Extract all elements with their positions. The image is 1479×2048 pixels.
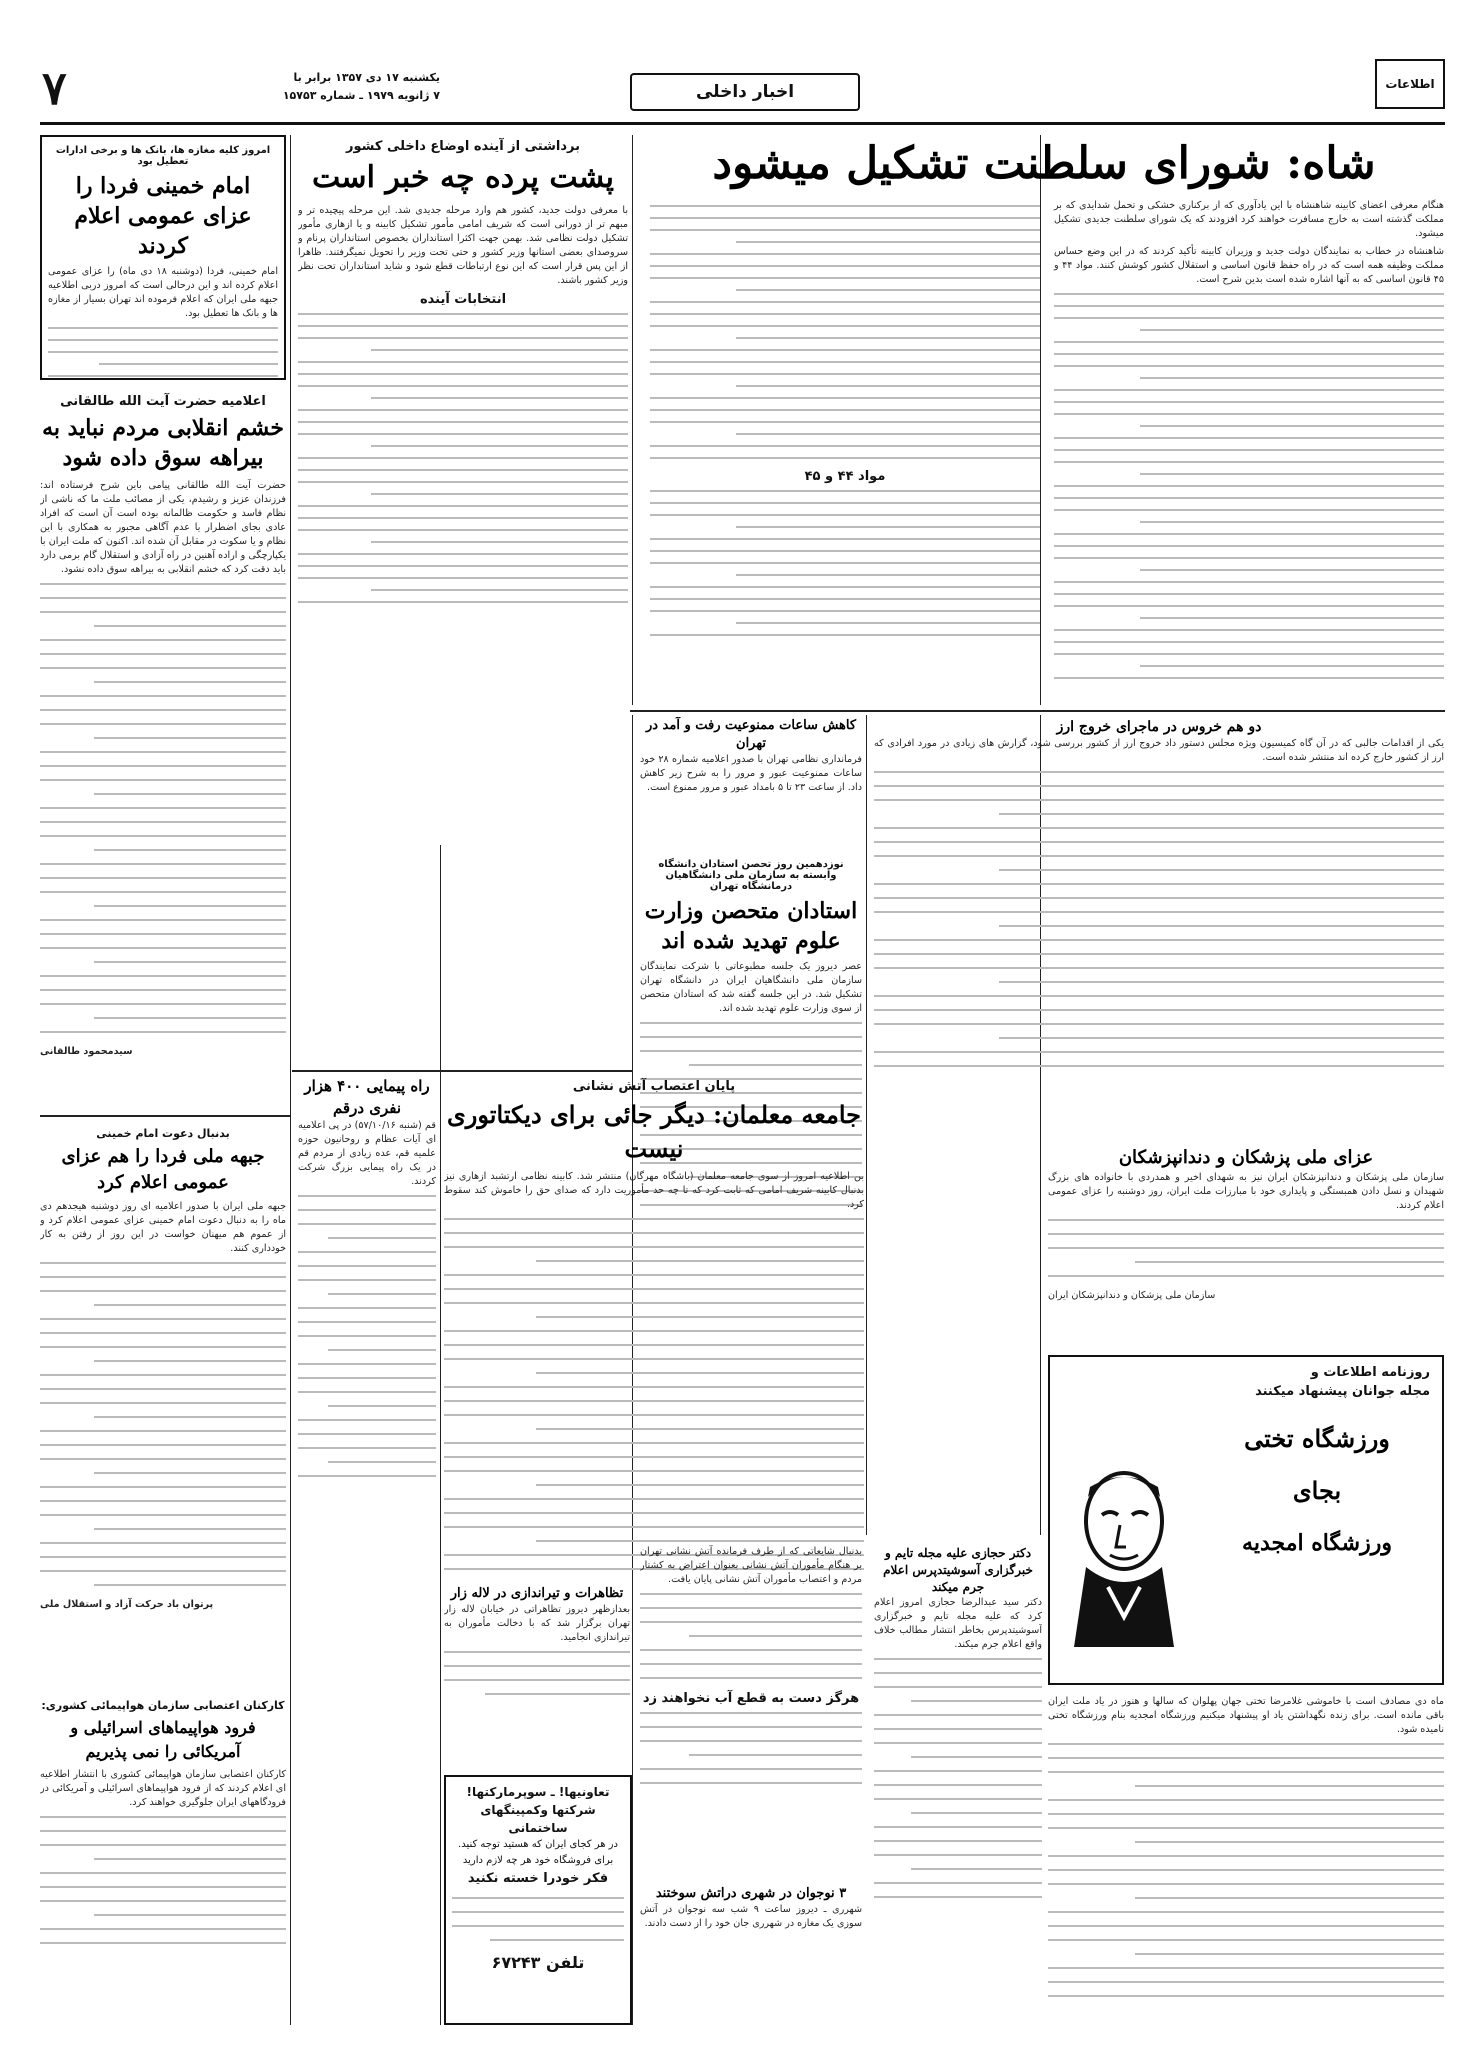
article-body: امام خمینی، فردا (دوشنبه ۱۸ دی ماه) را عزای عمومی اعلام کرده اند و این درحالی است که امروز دربی اطلاعیه جبهه ملی ایران که اعلام فرموده اند تهران بسیار از مغازه ها و بانک ها تعطیل بود. — [48, 266, 278, 319]
signature: سیدمحمود طالقانی — [40, 1046, 133, 1057]
ad-line: فکر خودرا خسته نکنید — [467, 1871, 609, 1886]
article-body: بن اطلاعیه امروز از سوی جامعه معلمان (باشگاه مهرگان) منتشر شد. کابینه نظامی ارتشبد ازهاری نیز بدنبال کابینه شریف امامی که ثابت کرد که تا چه حد مأموریت دارد که صدای حق را خاموش کند سقوط کرد. — [444, 1171, 864, 1210]
article-martial-law — [640, 717, 862, 847]
ad-line: در هر کجای ایران که هستید توجه کنید. — [458, 1839, 618, 1850]
headline: کاهش ساعات ممنوعیت رفت و آمد در تهران — [645, 718, 857, 751]
ad-line: تعاونیها! ـ سوپرمارکتها! — [466, 1785, 610, 1799]
headline: تظاهرات و تیراندازی در لاله زار — [450, 1586, 624, 1601]
kicker: برداشتی از آینده اوضاع داخلی کشور — [346, 139, 580, 154]
headline: فرود هواپیماهای اسرائیلی و آمریکائی را نمی پذیریم — [70, 1718, 256, 1761]
article-aviation — [40, 1695, 286, 2025]
article-march — [298, 1075, 436, 1555]
advertisement — [444, 1775, 632, 2025]
article-behind-curtain — [298, 135, 628, 705]
kicker: روزنامه اطلاعات و — [1310, 1365, 1430, 1380]
headline: ورزشگاه تختی — [1244, 1424, 1390, 1453]
headline: راه پیمایی ۴۰۰ هزار نفری درقم — [304, 1077, 430, 1117]
headline: دو هم خروس در ماجرای خروج ارز — [1056, 719, 1262, 735]
article-body: فرمانداری نظامی تهران با صدور اعلامیه شماره ۲۸ خود ساعات ممنوعیت عبور و مرور را به شرح زیر کاهش داد. از ساعت ۲۳ تا ۵ بامداد عبور و مرور ممنوع است. — [640, 754, 862, 793]
ad-line: شرکتها وکمپینگهای ساختمانی — [480, 1803, 596, 1835]
article-body: قم (شنبه ۵۷/۱۰/۱۶) در پی اعلامیه ای آیات عظام و روحانیون حوزه علمیه قم، عده زیادی از مردم قم در یک راه پیمایی بزرگ شرکت کردند. — [298, 1120, 436, 1187]
article-khomeini-mourning — [40, 135, 286, 380]
kicker: بدنبال دعوت امام خمینی — [96, 1127, 230, 1140]
article-teenagers — [640, 1885, 862, 2025]
article-pars-agency — [874, 1545, 1042, 2025]
kicker: نوزدهمین روز تحصن استادان دانشگاه وابسته به سازمان ملی دانشگاهیان درمانشگاه تهران — [658, 859, 844, 892]
article-national-front — [40, 1123, 286, 1683]
subheading: مواد ۴۴ و ۴۵ — [804, 469, 886, 484]
article-body: بدنبال شایعاتی که از طرف فرمانده آتش نشانی تهران بر هنگام مأموران آتش نشانی بعنوان اعتراض به کشتار مردم و اعتصاب مأموران آتش نشانی پایان یافت. — [640, 1546, 862, 1585]
headline: استادان متحصن وزارت علوم تهدید شده اند — [644, 898, 858, 954]
article-body: عصر دیروز یک جلسه مطبوعاتی با شرکت نمایندگان سازمان ملی دانشگاهیان ایران در دانشگاه تهران تشکیل شد. در این جلسه گفته شد که استادان متحصن از سوی وزارت علوم تهدید شده اند. — [640, 961, 862, 1014]
newspaper-logo: اطلاعات — [1375, 59, 1445, 109]
article-lead: هنگام معرفی اعضای کابینه شاهنشاه با این یادآوری که از برکناری خشکی و تحمل شدایدی که بر مملکت گذشته است به خارج مسافرت خواهند کرد افزودند که یک شورای سلطنت جدیدی تشکیل میشود. — [1054, 200, 1444, 239]
page-number: ۷ — [42, 61, 67, 115]
issue-date: یکشنبه ۱۷ دی ۱۳۵۷ برابر با ۷ ژانویه ۱۹۷۹ ـ شماره ۱۵۷۵۳ — [282, 71, 440, 102]
article-body: حضرت آیت الله طالقانی پیامی باین شرح فرستاده اند: فرزندان عزیز و رشیدم، یکی از مصائب ملت ما که ناشی از نظام فاسد و حکومت ظالمانه بوده است آن است که افراد عادی بجای اضطرار یا عدم آگاهی مجبور به همکاری با این نظام و یا سکوت در مقابل آن شده اند. اکنون که ملت ایران با یکپارچگی و اراده آهنین در راه آزادی و استقلال گام برمی دارد باید دقت کرد که خشم انقلابی به بیراهه سوق داده نشود. — [40, 480, 286, 575]
headline: خشم انقلابی مردم نباید به بیراهه سوق داده شود — [42, 415, 284, 471]
article-body: شاهنشاه در خطاب به نمایندگان دولت جدید و وزیران کابینه تأکید کردند که در این وضع حساس مملکت وظیفه همه است که در راه حفظ قانون اساسی و استقلال کشور کوشش کنند. مواد ۴۴ و ۴۵ قانون اساسی که به آنها اشاره شده است بدین شرح است. — [1054, 246, 1444, 285]
article-body: کارکنان اعتصابی سازمان هواپیمائی کشوری با انتشار اطلاعیه ای اعلام کردند که از فرود هواپیماهای اسرائیلی و آمریکائی در فرودگاههای ایران جلوگیری خواهند کرد. — [40, 1769, 286, 1808]
article-body: با معرفی دولت جدید، کشور هم وارد مرحله جدیدی شد. این مرحله پیچیده تر و مبهم تر از دورانی است که شریف امامی مأمور تشکیل کابینه و یا ازهاری مأمور تشکیل دولت نظامی شد. بهمن جهت اکثرا استانداران بخصوص استانداران پرنام و سروصدای بعضی استانها وزیر کشور و حتی تحت وزیر را تحویل نمیگرفتند. ظاهرا از این پس قرار است که این نوع ارتباطات قطع شود و شاید استانداران تحت نظر وزیر کشور باشند. — [298, 205, 628, 286]
section-title: اخبار داخلی — [630, 73, 860, 111]
headline: دکتر حجازی علیه مجله تایم و خبرگزاری آسوشیتدپرس اعلام جرم میکند — [883, 1546, 1033, 1594]
kicker: کارکنان اعتصابی سازمان هواپیمائی کشوری: — [41, 1699, 285, 1712]
article-doctors — [1048, 1145, 1444, 1345]
kicker: امروز کلیه مغازه ها، بانک ها و برخی ادارات تعطیل بود — [55, 145, 271, 167]
masthead — [40, 55, 1445, 125]
article-body: شهرری ـ دیروز ساعت ۹ شب سه نوجوان در آتش سوزی یک مغازه در شهرری جان خود را از دست دادند. — [640, 1904, 862, 1929]
signature: پرتوان باد حرکت آزاد و استقلال ملی — [40, 1599, 214, 1610]
headline: جامعه معلمان: دیگر جائی برای دیکتاتوری نیست — [447, 1100, 861, 1163]
article-body: ماه دی مصادف است با خاموشی غلامرضا تختی جهان پهلوان که سالها و هنوز در یاد ملت ایران باقی مانده است. برای زنده نگهداشتن یاد او پیشنهاد میکنیم ورزشگاه امجدیه بنام ورزشگاه تختی نامیده شود. — [1048, 1696, 1444, 1735]
article-body: بعدازظهر دیروز تظاهراتی در خیابان لاله زار تهران برگزار شد که با دخالت مأموران به تیراندازی انجامید. — [444, 1604, 630, 1643]
article-shah-council — [644, 135, 1444, 705]
article-takhti — [1048, 1355, 1444, 1685]
kicker: اعلامیه حضرت آیت الله طالقانی — [60, 394, 266, 409]
subheading: انتخابات آینده — [419, 292, 507, 307]
signature: سازمان ملی پزشکان و دندانپزشکان ایران — [1048, 1290, 1216, 1301]
article-body: سازمان ملی پزشکان و دندانپزشکان ایران نیز به شهدای اخیر و همدردی با خانواده های بزرگ شهیدان و نسل دادن همبستگی و پایداری خود با مبارزات ملت ایران، روز دوشنبه را عزای عمومی اعلام کردند. — [1048, 1172, 1444, 1211]
headline: امام خمینی فردا را عزای عمومی اعلام کردند — [74, 173, 252, 259]
article-firemen — [640, 1545, 862, 1875]
article-taleghani — [40, 390, 286, 1105]
headline: ورزشگاه امجدیه — [1242, 1530, 1392, 1556]
article-takhti-body — [1048, 1695, 1444, 2025]
article-body: دکتر سید عبدالرضا حجازی امروز اعلام کرد که علیه مجله تایم و خبرگزاری آسوشیتدپرس بخاطر انتشار مطالب خلاف واقع اعلام جرم میکند. — [874, 1597, 1042, 1650]
headline: بجای — [1292, 1476, 1342, 1505]
article-body: یکی از اقدامات جالبی که در آن گاه کمیسیون ویژه مجلس دستور داد خروج ارز از کشور بررسی شود، گزارش های زیادی در مورد افرادی که ارز از کشور خارج کرده اند منتشر شده است. — [874, 738, 1444, 763]
article-body: جبهه ملی ایران با صدور اعلامیه ای روز دوشنبه هیجدهم دی ماه را به دنبال دعوت امام خمینی عزای عمومی اعلام کرد و از عموم هم میهنان خواست در این روز از رفتن به کار خودداری کنند. — [40, 1201, 286, 1254]
subheading: هرگز دست به قطع آب نخواهند زد — [642, 1691, 860, 1706]
headline: پشت پرده چه خبر است — [311, 160, 615, 195]
article-currency — [874, 717, 1444, 1137]
headline: جبهه ملی فردا را هم عزای عمومی اعلام کرد — [61, 1146, 265, 1193]
kicker: پایان اعتصاب آتش نشانی — [572, 1079, 736, 1094]
ad-phone: تلفن ۶۷۲۴۳ — [491, 1953, 585, 1972]
headline: عزای ملی پزشکان و دندانپزشکان — [1118, 1147, 1374, 1168]
ad-line: برای فروشگاه خود هر چه لازم دارید — [462, 1855, 614, 1866]
article-lalehzar — [444, 1585, 630, 1765]
headline: ۳ نوجوان در شهری دراتش سوختند — [655, 1886, 847, 1901]
article-teachers — [444, 1075, 864, 1575]
kicker: مجله جوانان پیشنهاد میکنند — [1255, 1384, 1430, 1399]
takhti-portrait-image — [1058, 1447, 1188, 1647]
headline: شاه: شورای سلطنت تشکیل میشود — [712, 138, 1376, 189]
newspaper-page — [40, 55, 1445, 2030]
